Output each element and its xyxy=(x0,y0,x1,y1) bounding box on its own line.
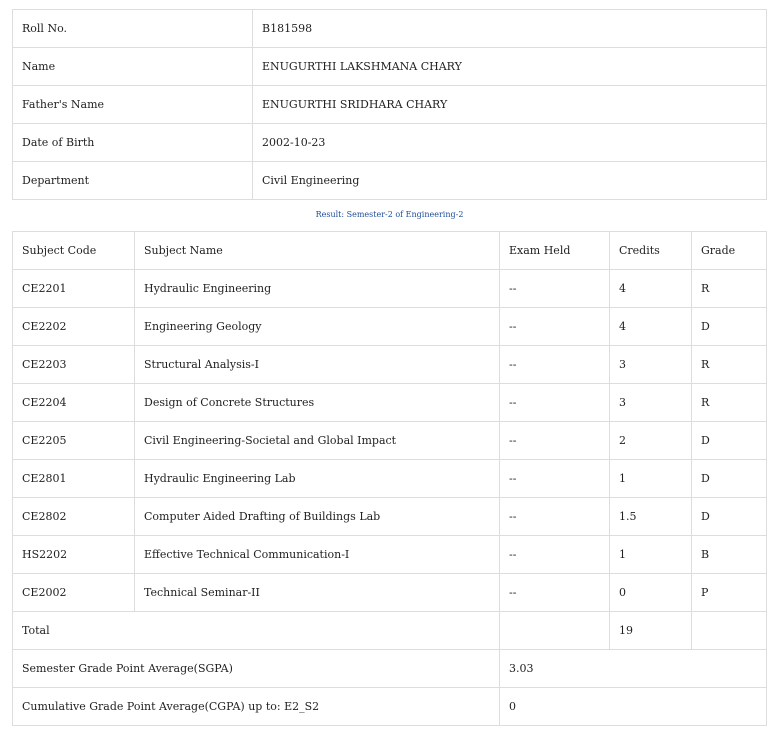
credits: 1 xyxy=(610,536,692,574)
exam-held: -- xyxy=(500,460,610,498)
header-subject-code: Subject Code xyxy=(13,232,135,270)
grade: B xyxy=(692,536,767,574)
exam-held: -- xyxy=(500,574,610,612)
father-name-value: ENUGURTHI SRIDHARA CHARY xyxy=(253,86,767,124)
table-row xyxy=(13,536,767,574)
grades-header-row xyxy=(13,232,767,270)
dob-label: Date of Birth xyxy=(13,124,253,162)
cgpa-row xyxy=(13,688,767,726)
roll-no-label: Roll No. xyxy=(13,10,253,48)
table-row xyxy=(13,498,767,536)
credits: 1 xyxy=(610,460,692,498)
header-exam-held: Exam Held xyxy=(500,232,610,270)
exam-held: -- xyxy=(500,308,610,346)
grade: D xyxy=(692,422,767,460)
table-row xyxy=(13,460,767,498)
table-row xyxy=(13,422,767,460)
total-label: Total xyxy=(13,612,500,650)
student-info-table xyxy=(12,9,767,200)
name-label: Name xyxy=(13,48,253,86)
dob-value: 2002-10-23 xyxy=(253,124,767,162)
header-subject-name: Subject Name xyxy=(135,232,500,270)
total-grade-empty-cell xyxy=(692,612,767,650)
subject-name: Design of Concrete Structures xyxy=(135,384,500,422)
header-credits: Credits xyxy=(610,232,692,270)
subject-code: CE2202 xyxy=(13,308,135,346)
department-label: Department xyxy=(13,162,253,200)
exam-held: -- xyxy=(500,384,610,422)
roll-no-value: B181598 xyxy=(253,10,767,48)
exam-held: -- xyxy=(500,498,610,536)
exam-held: -- xyxy=(500,270,610,308)
cgpa-value: 0 xyxy=(500,688,767,726)
subject-code: CE2205 xyxy=(13,422,135,460)
student-row-dob xyxy=(13,124,767,162)
subject-code: CE2802 xyxy=(13,498,135,536)
credits: 1.5 xyxy=(610,498,692,536)
subject-name: Hydraulic Engineering xyxy=(135,270,500,308)
grade: P xyxy=(692,574,767,612)
credits: 4 xyxy=(610,308,692,346)
father-name-label: Father's Name xyxy=(13,86,253,124)
student-row-department xyxy=(13,162,767,200)
subject-code: CE2204 xyxy=(13,384,135,422)
subject-name: Hydraulic Engineering Lab xyxy=(135,460,500,498)
cgpa-label: Cumulative Grade Point Average(CGPA) up to: E2_S2 xyxy=(13,688,500,726)
exam-held: -- xyxy=(500,422,610,460)
credits: 3 xyxy=(610,346,692,384)
subject-name: Effective Technical Communication-I xyxy=(135,536,500,574)
credits: 4 xyxy=(610,270,692,308)
total-row xyxy=(13,612,767,650)
subject-code: HS2202 xyxy=(13,536,135,574)
table-row xyxy=(13,574,767,612)
sgpa-label: Semester Grade Point Average(SGPA) xyxy=(13,650,500,688)
subject-code: CE2002 xyxy=(13,574,135,612)
name-value: ENUGURTHI LAKSHMANA CHARY xyxy=(253,48,767,86)
subject-code: CE2203 xyxy=(13,346,135,384)
total-credits: 19 xyxy=(610,612,692,650)
subject-name: Structural Analysis-I xyxy=(135,346,500,384)
credits: 3 xyxy=(610,384,692,422)
subject-name: Engineering Geology xyxy=(135,308,500,346)
table-row xyxy=(13,270,767,308)
student-row-father-name xyxy=(13,86,767,124)
total-empty-cell xyxy=(500,612,610,650)
grades-table xyxy=(12,231,767,726)
department-value: Civil Engineering xyxy=(253,162,767,200)
subject-code: CE2201 xyxy=(13,270,135,308)
grade: D xyxy=(692,460,767,498)
sgpa-value: 3.03 xyxy=(500,650,767,688)
subject-code: CE2801 xyxy=(13,460,135,498)
grade: D xyxy=(692,498,767,536)
grade: D xyxy=(692,308,767,346)
header-grade: Grade xyxy=(692,232,767,270)
subject-name: Civil Engineering-Societal and Global Impact xyxy=(135,422,500,460)
table-row xyxy=(13,308,767,346)
table-row xyxy=(13,346,767,384)
table-row xyxy=(13,384,767,422)
exam-held: -- xyxy=(500,346,610,384)
subject-name: Technical Seminar-II xyxy=(135,574,500,612)
grade: R xyxy=(692,270,767,308)
grade: R xyxy=(692,384,767,422)
student-row-roll-no xyxy=(13,10,767,48)
credits: 2 xyxy=(610,422,692,460)
credits: 0 xyxy=(610,574,692,612)
grade: R xyxy=(692,346,767,384)
sgpa-row xyxy=(13,650,767,688)
result-heading: Result: Semester-2 of Engineering-2 xyxy=(315,210,464,219)
exam-held: -- xyxy=(500,536,610,574)
student-row-name xyxy=(13,48,767,86)
subject-name: Computer Aided Drafting of Buildings Lab xyxy=(135,498,500,536)
